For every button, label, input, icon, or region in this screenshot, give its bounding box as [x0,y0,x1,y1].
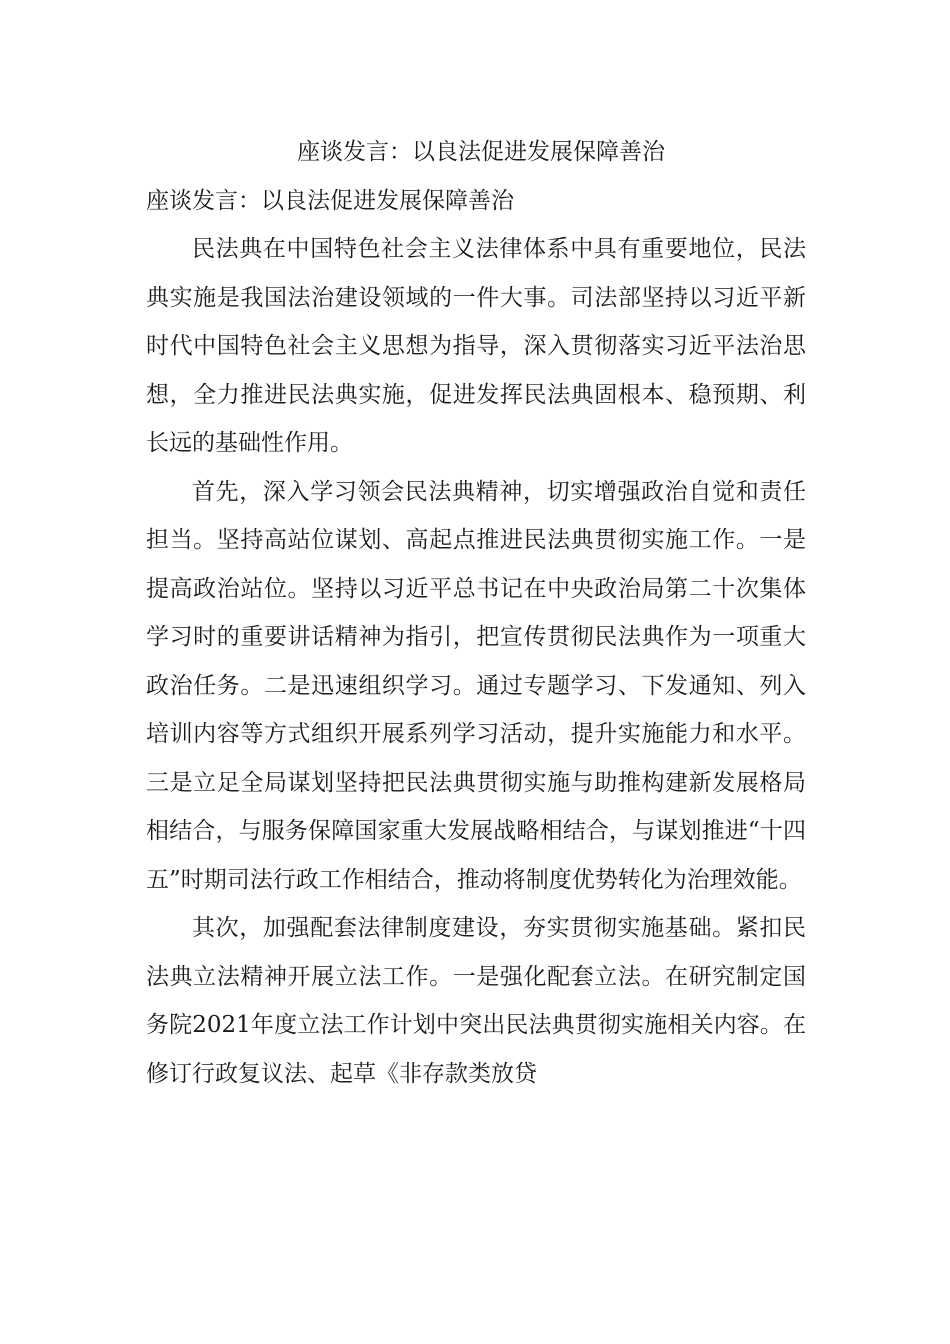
document-body [146,128,806,1098]
paragraph-intro: 民法典在中国特色社会主义法律体系中具有重要地位，民法典实施是我国法治建设领域的一件大事。司法部坚持以习近平新时代中国特色社会主义思想为指导，深入贯彻落实习近平法治思想，全力推进民法典实施，促进发挥民法典固根本、稳预期、利长远的基础性作用。 [146,236,806,456]
paragraph-second-point: 其次，加强配套法律制度建设，夯实贯彻实施基础。紧扣民法典立法精神开展立法工作。一是强化配套立法。在研究制定国务院2021年度立法工作计划中突出民法典贯彻实施相关内容。在修订行政复议法、起草《非存款类放贷 [146,915,806,1087]
paragraph-first-point: 首先，深入学习领会民法典精神，切实增强政治自觉和责任担当。坚持高站位谋划、高起点推进民法典贯彻实施工作。一是提高政治站位。坚持以习近平总书记在中央政治局第二十次集体学习时的重要讲话精神为指引，把宣传贯彻民法典作为一项重大政治任务。二是迅速组织学习。通过专题学习、下发通知、列入培训内容等方式组织开展系列学习活动，提升实施能力和水平。三是立足全局谋划坚持把民法典贯彻实施与助推构建新发展格局相结合，与服务保障国家重大发展战略相结合，与谋划推进“十四五”时期司法行政工作相结合，推动将制度优势转化为治理效能。 [146,478,806,893]
document-subtitle: 座谈发言：以良法促进发展保障善治 [146,187,514,214]
document-title: 座谈发言：以良法促进发展保障善治 [297,139,665,165]
